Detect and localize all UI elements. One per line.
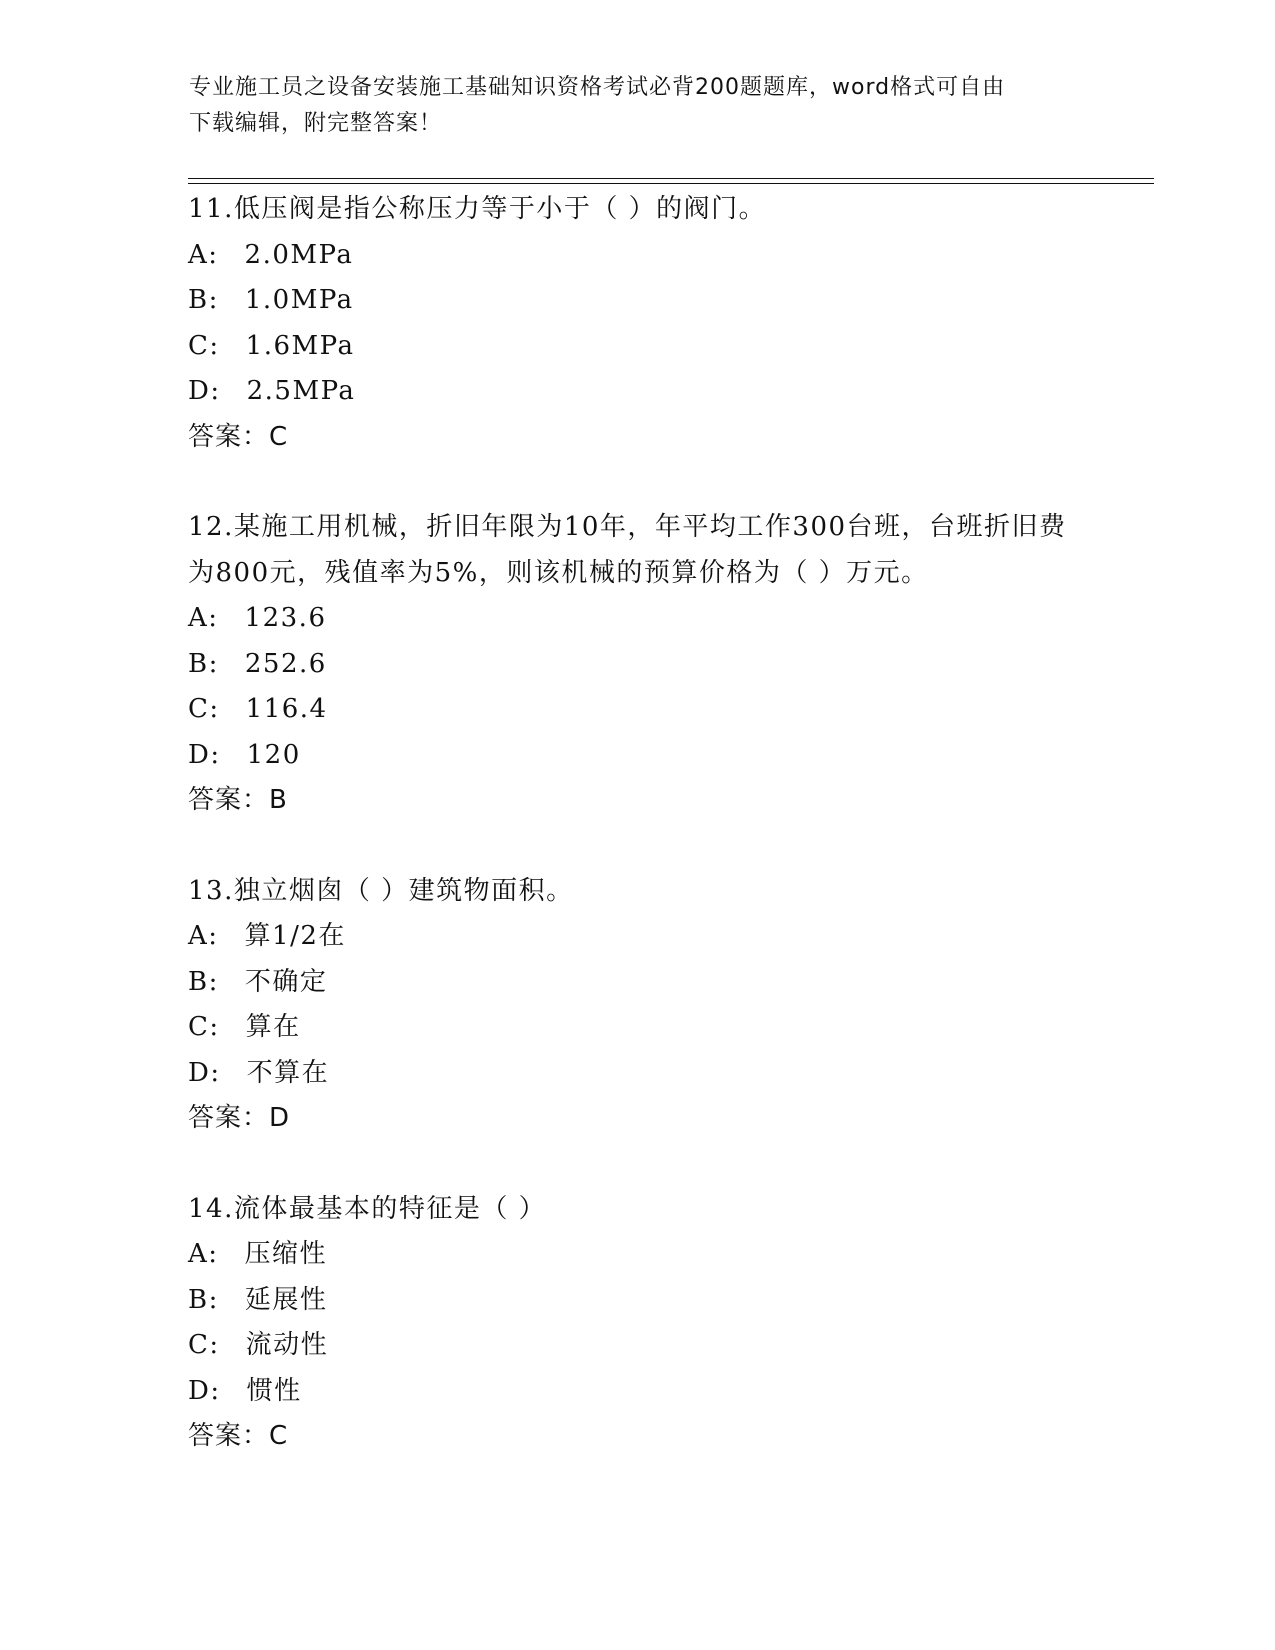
option-c	[188, 324, 1088, 370]
option-text: 延展性	[244, 1284, 328, 1315]
option-b	[188, 642, 1088, 688]
option-b	[188, 960, 1088, 1006]
option-letter: B:	[188, 1284, 219, 1315]
option-text: 不确定	[244, 966, 328, 997]
option-text: 1.6MPa	[245, 330, 355, 361]
option-letter: D:	[188, 376, 221, 406]
option-letter: D:	[188, 739, 221, 770]
header-divider-top	[188, 178, 1154, 179]
option-text: 算1/2在	[244, 921, 346, 951]
option-letter: C:	[188, 1012, 220, 1042]
question-stem: 14.流体最基本的特征是（ ）	[188, 1193, 547, 1224]
document-header	[189, 70, 1069, 142]
header-divider-bottom	[188, 183, 1154, 184]
option-a	[188, 914, 1088, 960]
option-letter: C:	[188, 330, 220, 361]
option-text: 惯性	[246, 1375, 302, 1406]
question-stem: 11.低压阀是指公称压力等于小于（ ）的阀门。	[188, 194, 767, 224]
option-letter: B:	[188, 285, 219, 315]
option-text: 算在	[245, 1012, 301, 1042]
option-letter: D:	[188, 1375, 221, 1406]
option-a	[188, 596, 1088, 642]
option-b	[188, 278, 1088, 324]
option-text: 流动性	[245, 1330, 329, 1360]
option-text: 1.0MPa	[244, 285, 354, 315]
option-text: 120	[246, 739, 301, 770]
option-text: 252.6	[244, 648, 327, 679]
option-letter: A:	[188, 1239, 219, 1269]
option-d	[188, 1369, 1088, 1415]
option-text: 116.4	[245, 694, 328, 724]
option-letter: C:	[188, 694, 220, 724]
option-d	[188, 733, 1088, 779]
question-list	[188, 187, 1088, 1505]
answer-line: 答案：D	[188, 1103, 291, 1133]
question-stem: 12.某施工用机械，折旧年限为10年，年平均工作300台班，台班折旧费为800元，残值率为5%，则该机械的预算价格为（ ）万元。	[188, 512, 1067, 588]
option-letter: A:	[188, 603, 219, 633]
question-11	[188, 187, 1088, 460]
answer-line: 答案：B	[188, 785, 288, 815]
option-letter: A:	[188, 239, 219, 270]
option-c	[188, 1005, 1088, 1051]
option-text: 123.6	[244, 603, 327, 633]
option-text: 2.0MPa	[244, 239, 354, 270]
option-text: 压缩性	[244, 1239, 328, 1269]
answer-line: 答案：C	[188, 1421, 289, 1451]
answer-line: 答案：C	[188, 421, 289, 452]
option-letter: B:	[188, 966, 219, 997]
option-a	[188, 233, 1088, 279]
question-12	[188, 505, 1088, 824]
option-a	[188, 1232, 1088, 1278]
option-d	[188, 1051, 1088, 1097]
option-letter: A:	[188, 921, 219, 951]
header-line-1: 专业施工员之设备安装施工基础知识资格考试必背200题题库，word格式可自由	[189, 75, 1006, 100]
question-14	[188, 1187, 1088, 1460]
option-c	[188, 1323, 1088, 1369]
option-letter: B:	[188, 648, 219, 679]
header-line-2: 下载编辑，附完整答案！	[189, 111, 443, 136]
question-13	[188, 869, 1088, 1142]
option-letter: C:	[188, 1330, 220, 1360]
option-text: 不算在	[246, 1057, 330, 1088]
option-text: 2.5MPa	[246, 376, 356, 406]
option-c	[188, 687, 1088, 733]
option-b	[188, 1278, 1088, 1324]
option-d	[188, 369, 1088, 415]
option-letter: D:	[188, 1057, 221, 1088]
question-stem: 13.独立烟囱（ ）建筑物面积。	[188, 875, 574, 906]
